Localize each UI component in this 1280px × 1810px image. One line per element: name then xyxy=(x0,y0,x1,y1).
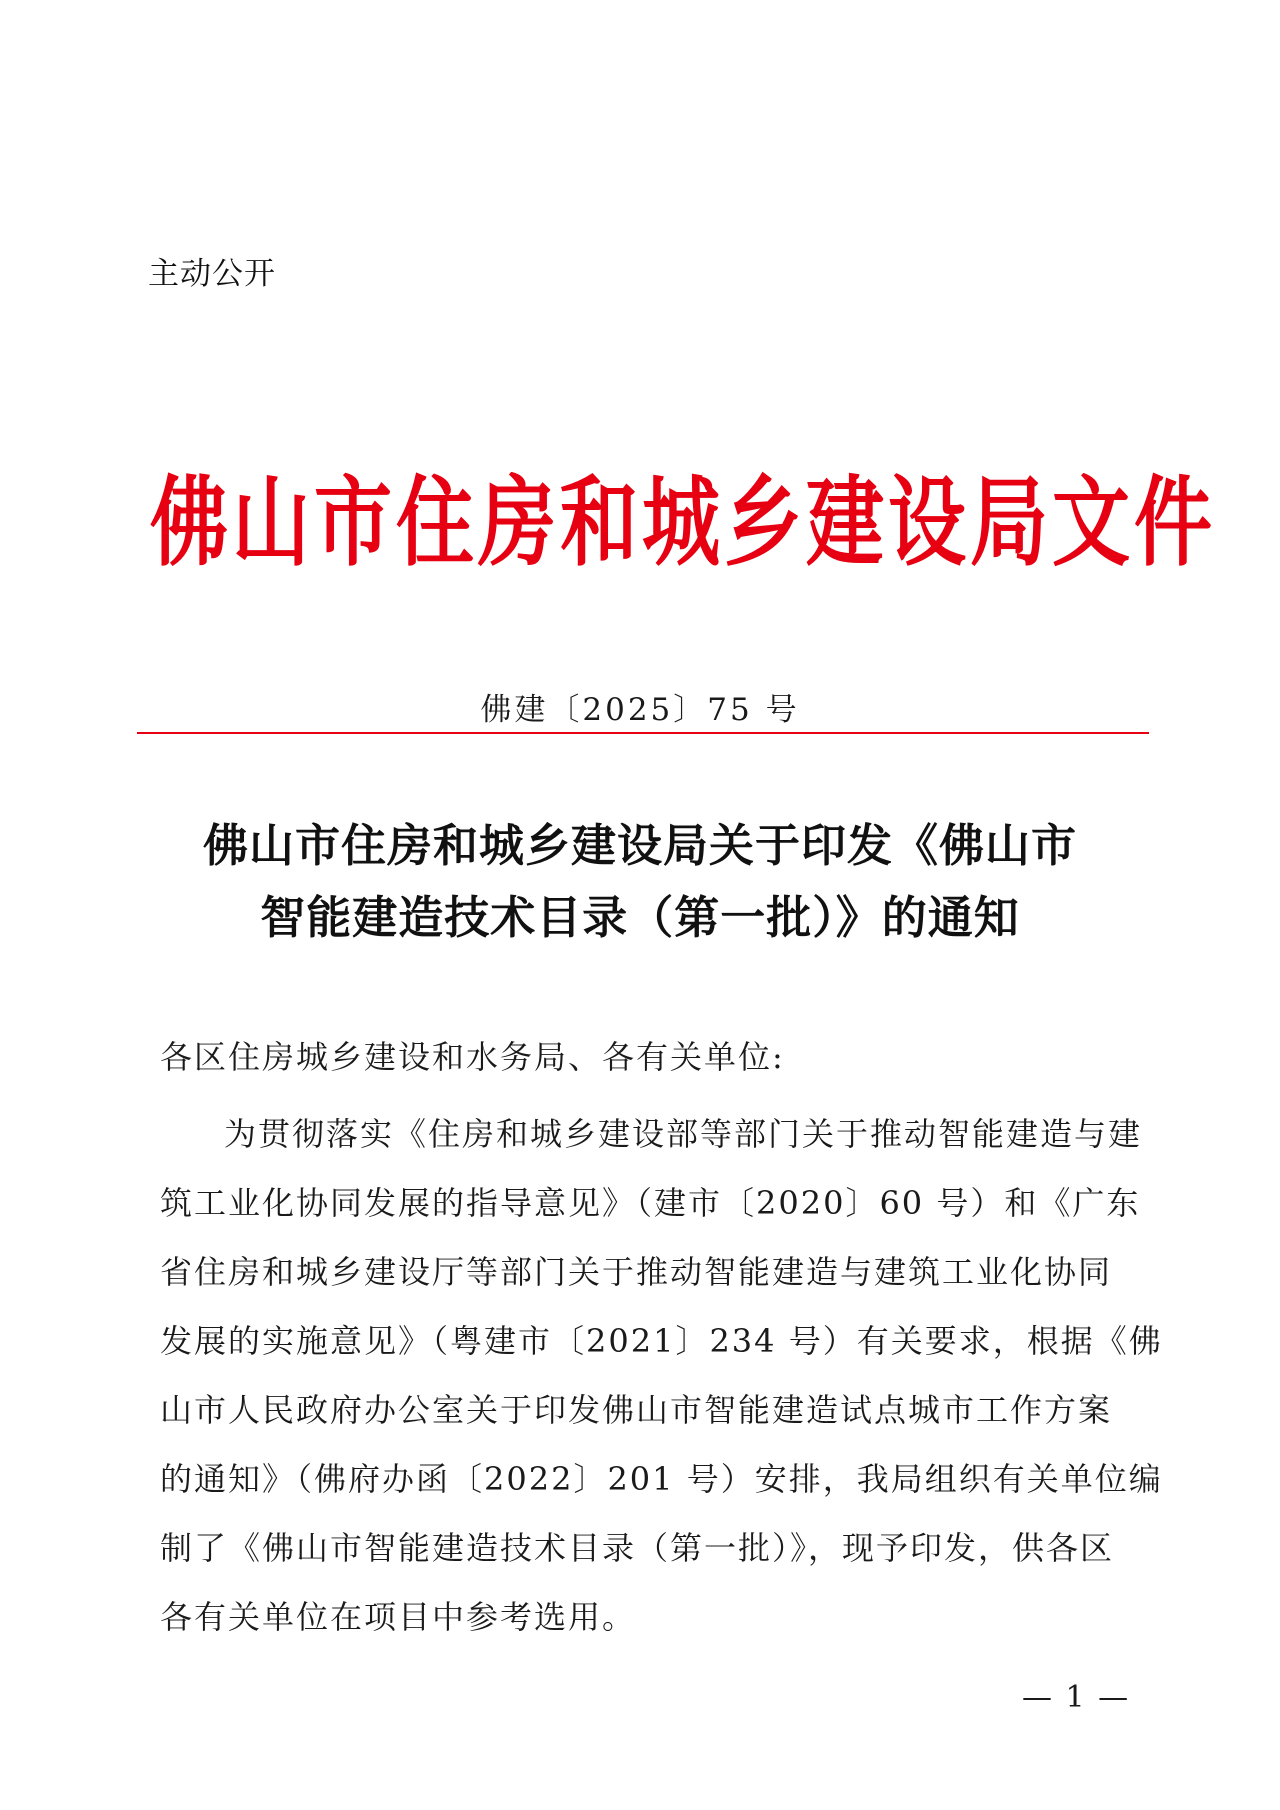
salutation: 各区住房城乡建设和水务局、各有关单位: xyxy=(160,1038,785,1076)
document-title xyxy=(150,810,1130,954)
body-line: 省住房和城乡建设厅等部门关于推动智能建造与建筑工业化协同 xyxy=(160,1253,1113,1291)
red-divider-line xyxy=(137,732,1149,734)
document-title-line: 佛山市住房和城乡建设局关于印发《佛山市 xyxy=(202,819,1077,872)
body-paragraph xyxy=(160,1100,1163,1652)
body-line: 筑工业化协同发展的指导意见》（建市〔2020〕60 号）和《广东 xyxy=(160,1184,1141,1222)
body-line: 发展的实施意见》（粤建市〔2021〕234 号）有关要求，根据《佛 xyxy=(160,1322,1163,1360)
document-title-line: 智能建造技术目录（第一批）》的通知 xyxy=(260,891,1020,944)
body-line: 各有关单位在项目中参考选用。 xyxy=(160,1598,637,1636)
body-line: 山市人民政府办公室关于印发佛山市智能建造试点城市工作方案 xyxy=(160,1391,1113,1429)
body-line: 制了《佛山市智能建造技术目录（第一批）》，现予印发，供各区 xyxy=(160,1529,1115,1567)
disclosure-label: 主动公开 xyxy=(148,256,276,292)
masthead-title: 佛山市住房和城乡建设局文件 xyxy=(150,466,1217,580)
document-number: 佛建〔2025〕75 号 xyxy=(480,692,800,728)
body-line: 为贯彻落实《住房和城乡建设部等部门关于推动智能建造与建 xyxy=(224,1115,1143,1153)
body-line: 的通知》（佛府办函〔2022〕201 号）安排，我局组织有关单位编 xyxy=(160,1460,1163,1498)
page-number: — 1 — xyxy=(1022,1680,1131,1715)
